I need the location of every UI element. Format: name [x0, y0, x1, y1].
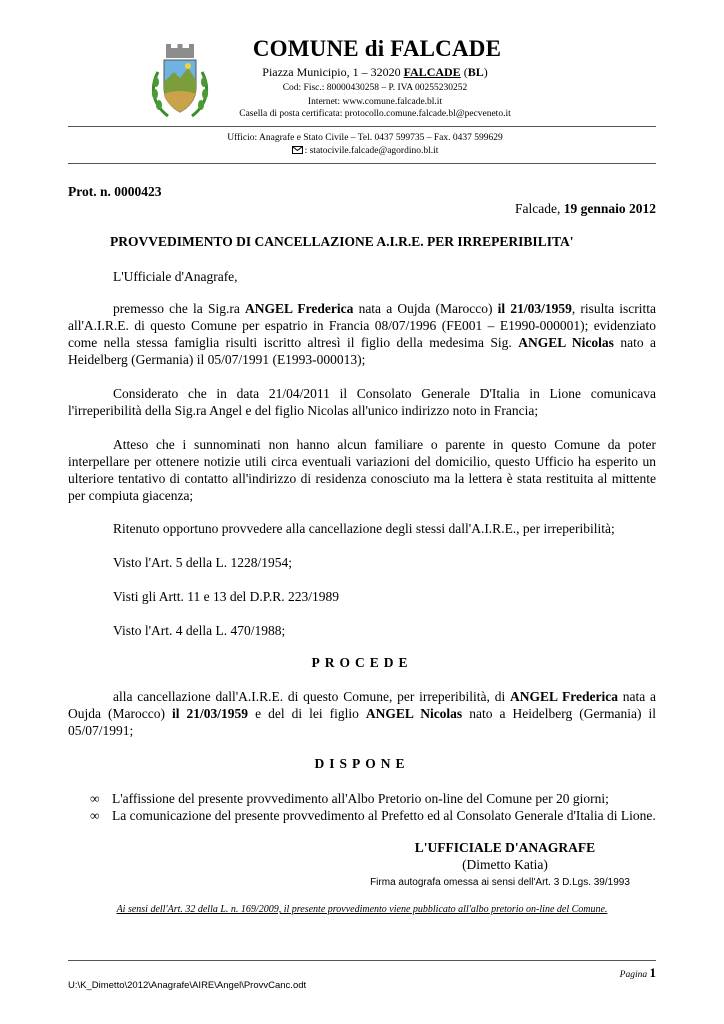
paragraph-atteso: Atteso che i sunnominati non hanno alcun familiare o parente in questo Comune da poter interpellare per ottenere notizie utili circa eventuali variazioni del domicilio, questo Ufficio ha esperito un ulteriore tentativo di contatto all'indirizzo di residenza conosciuto ma la lettera è stata restituita al mittente per compiuta giacenza; — [68, 437, 656, 503]
bullet-icon: ∞ — [90, 808, 100, 823]
office-contacts: Ufficio: Anagrafe e Stato Civile – Tel. 0437 599735 – Fax. 0437 599629 — [227, 133, 503, 143]
paragraph-considerato: Considerato che in data 21/04/2011 il Consolato Generale D'Italia in Lione comunicava l'irreperibilità della Sig.ra Angel e del figlio Nicolas all'unico indirizzo noto in Francia; — [68, 386, 656, 418]
header-divider — [68, 126, 656, 127]
pec-address: Casella di posta certificata: protocollo.comune.falcade.bl@pecveneto.it — [239, 109, 511, 119]
list-item: ∞ La comunicazione del presente provvedimento al Prefetto ed al Consolato Generale d'Italia di Lione. — [90, 808, 656, 823]
document-title: PROVVEDIMENTO DI CANCELLAZIONE A.I.R.E. PER IRREPERIBILITA' — [110, 234, 574, 249]
publication-note: Ai sensi dell'Art. 32 della L. n. 169/2009, il presente provvedimento viene pubblicato all'albo pretorio on-line del Comune. — [116, 904, 608, 915]
signatory-name: (Dimetto Katia) — [462, 857, 548, 872]
municipality-address: Piazza Municipio, 1 – 32020 FALCADE (BL) — [262, 65, 488, 79]
legal-reference-1: Visto l'Art. 5 della L. 1228/1954; — [113, 555, 292, 570]
paragraph-premesso: premesso che la Sig.ra ANGEL Frederica nata a Oujda (Marocco) il 21/03/1959, risulta iscritta all'A.I.R.E. di questo Comune per espatrio in Francia 08/07/1996 (FE001 – E1990-000001); evidenziato come nella stessa famiglia risulti iscritto altresì il figlio della medesima Sig. ANGEL Nicolas nato a Heidelberg (Germania) il 05/07/1991 (E1993-000013); — [68, 301, 657, 367]
footer-divider — [68, 960, 656, 961]
paragraph-ritenuto: Ritenuto opportuno provvedere alla cancellazione degli stessi dall'A.I.R.E., per irreperibilità; — [113, 521, 615, 536]
office-email: : statocivile.falcade@agordino.bl.it — [150, 146, 580, 156]
legal-reference-3: Visto l'Art. 4 della L. 470/1988; — [113, 623, 286, 638]
bullet-icon: ∞ — [90, 791, 100, 806]
header-divider-bottom — [68, 163, 656, 164]
procede-heading: PROCEDE — [311, 655, 413, 670]
signatory-role: L'UFFICIALE D'ANAGRAFE — [414, 840, 596, 855]
page-number: Pagina 1 — [619, 965, 656, 980]
website: Internet: www.comune.falcade.bl.it — [307, 97, 443, 107]
envelope-icon — [292, 146, 303, 154]
greeting: L'Ufficiale d'Anagrafe, — [113, 269, 238, 284]
paragraph-procede: alla cancellazione dall'A.I.R.E. di questo Comune, per irreperibilità, di ANGEL Frederica nata a Oujda (Marocco) il 21/03/1959 e del di lei figlio ANGEL Nicolas nato a Heidelberg (Germania) il 05/07/1991; — [68, 689, 656, 738]
file-path: U:\K_Dimetto\2012\Anagrafe\AIRE\Angel\ProvvCanc.odt — [68, 980, 307, 991]
list-item: ∞ L'affissione del presente provvedimento all'Albo Pretorio on-line del Comune per 20 giorni; — [90, 791, 609, 806]
legal-reference-2: Visti gli Artt. 11 e 13 del D.P.R. 223/1989 — [113, 589, 339, 604]
municipality-title: COMUNE di FALCADE — [252, 36, 502, 61]
fiscal-code: Cod: Fisc.: 80000430258 – P. IVA 00255230252 — [282, 83, 468, 93]
protocol-number: Prot. n. 0000423 — [68, 184, 162, 199]
document-date: Falcade, 19 gennaio 2012 — [515, 201, 656, 216]
dispone-heading: DISPONE — [314, 756, 410, 771]
signature-note: Firma autografa omessa ai sensi dell'Art. 3 D.Lgs. 39/1993 — [370, 877, 630, 888]
